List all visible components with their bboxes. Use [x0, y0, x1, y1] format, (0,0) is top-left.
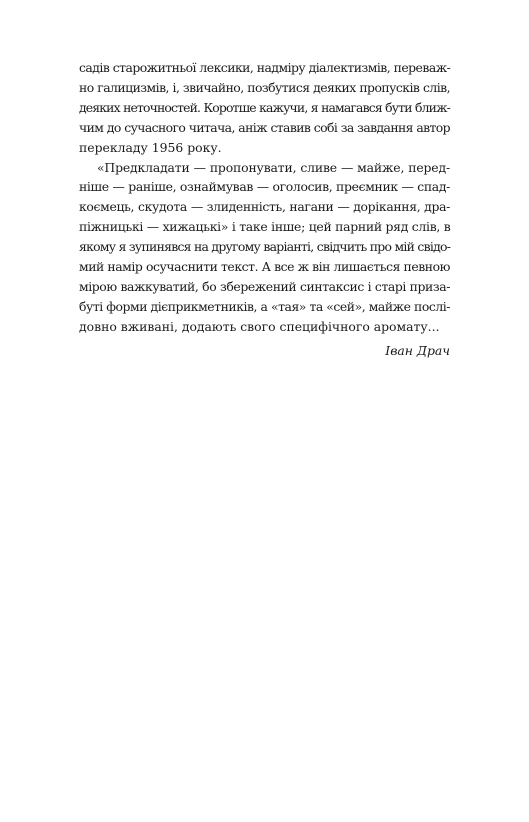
text-line: коємець, скудота — злиденність, нагани — дорікання, дра-: [79, 199, 450, 215]
document-page: [79, 58, 450, 361]
text-line: буті форми дієприкметників, а «тая» та «сей», майже послі-: [79, 298, 450, 314]
text-line: чим до сучасного читача, аніж ставив собі за завдання автор: [79, 119, 450, 135]
text-line: мірою важкуватий, бо збережений синтаксис і старі призa-: [79, 278, 450, 294]
text-line: піжницькі — хижацькі» і таке інше; цей парний ряд слів, в: [79, 219, 451, 235]
text-line: перекладу 1956 року.: [79, 139, 222, 155]
text-line: довно вживані, додають свого специфічного аромату...: [79, 318, 440, 334]
text-line: мий намір осучаснити текст. А все ж він лишається певною: [79, 259, 450, 275]
text-line: ніше — раніше, ознаймував — оголосив, преємник — спад-: [79, 179, 450, 195]
text-line: якому я зупинявся на другому варіанті, свідчить про мій свідо-: [79, 239, 451, 255]
text-line: но галицизмів, і, звичайно, позбутися деяких пропусків слів,: [79, 79, 450, 95]
text-line: «Предкладати — пропонувати, сливе — майже, перед-: [97, 159, 450, 175]
paragraph-2: [79, 158, 450, 337]
text-line: садів старожитньої лексики, надміру діалектизмів, переваж-: [79, 60, 451, 75]
author-signature: Іван Драч: [385, 342, 450, 358]
paragraph-1: [79, 58, 450, 158]
text-line: деяких неточностей. Коротше кажучи, я намагався бути ближ-: [79, 99, 450, 115]
